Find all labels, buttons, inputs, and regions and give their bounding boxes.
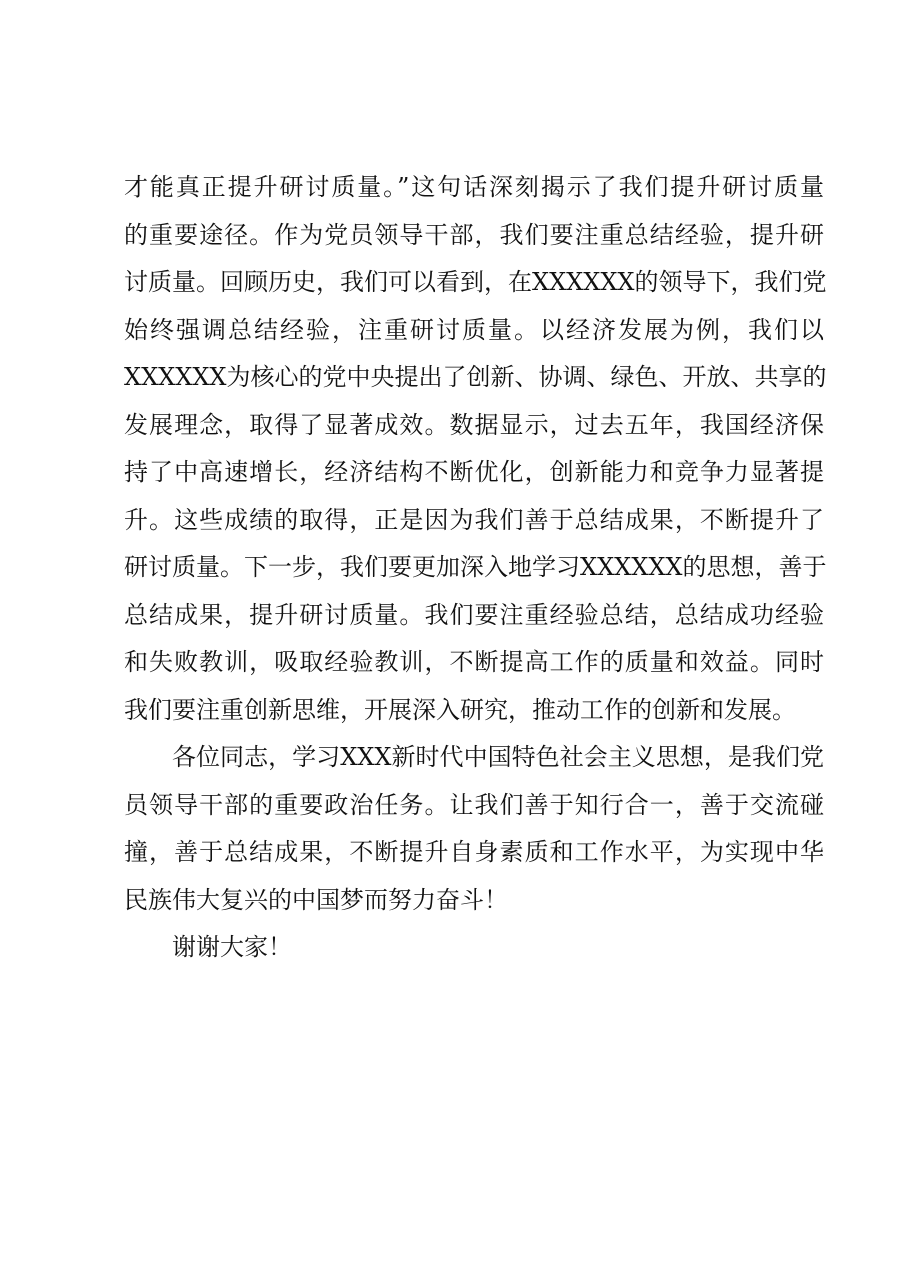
text-line: 各位同志，学习XXX新时代中国特色社会主义思想，是我们党: [172, 743, 824, 771]
text-line: 的重要途径。作为党员领导干部，我们要注重总结经验，提升研: [124, 220, 824, 249]
document-body: [124, 164, 827, 972]
paragraph-2: [124, 734, 824, 924]
text-line: 员领导干部的重要政治任务。让我们善于知行合一，善于交流碰: [124, 790, 824, 819]
text-line: 撞，善于总结成果，不断提升自身素质和工作水平，为实现中华: [124, 838, 824, 866]
text-line: 总结成果，提升研讨质量。我们要注重经验总结，总结成功经验: [124, 600, 824, 629]
text-line: XXXXXX为核心的党中央提出了创新、协调、绿色、开放、共享的: [124, 363, 827, 391]
text-line: 民族伟大复兴的中国梦而努力奋斗！: [124, 885, 508, 914]
text-line: 我们要注重创新思维，开展深入研究，推动工作的创新和发展。: [124, 695, 796, 724]
closing-line: 谢谢大家！: [172, 933, 292, 961]
closing-paragraph: [124, 924, 824, 972]
text-line: 和失败教训，吸取经验教训，不断提高工作的质量和效益。同时: [124, 648, 824, 676]
paragraph-1: [124, 164, 827, 734]
text-line: 升。这些成绩的取得，正是因为我们善于总结成果，不断提升了: [124, 505, 824, 534]
text-line: 讨质量。回顾历史，我们可以看到，在XXXXXX的领导下，我们党: [124, 268, 827, 296]
text-line: 研讨质量。下一步，我们要更加深入地学习XXXXXX的思想，善于: [124, 553, 827, 581]
text-line: 持了中高速增长，经济结构不断优化，创新能力和竞争力显著提: [124, 458, 824, 486]
text-line: 始终强调总结经验，注重研讨质量。以经济发展为例，我们以: [124, 315, 824, 344]
text-line: 才能真正提升研讨质量。”这句话深刻揭示了我们提升研讨质量: [124, 173, 824, 201]
text-line: 发展理念，取得了显著成效。数据显示，过去五年，我国经济保: [124, 410, 824, 439]
